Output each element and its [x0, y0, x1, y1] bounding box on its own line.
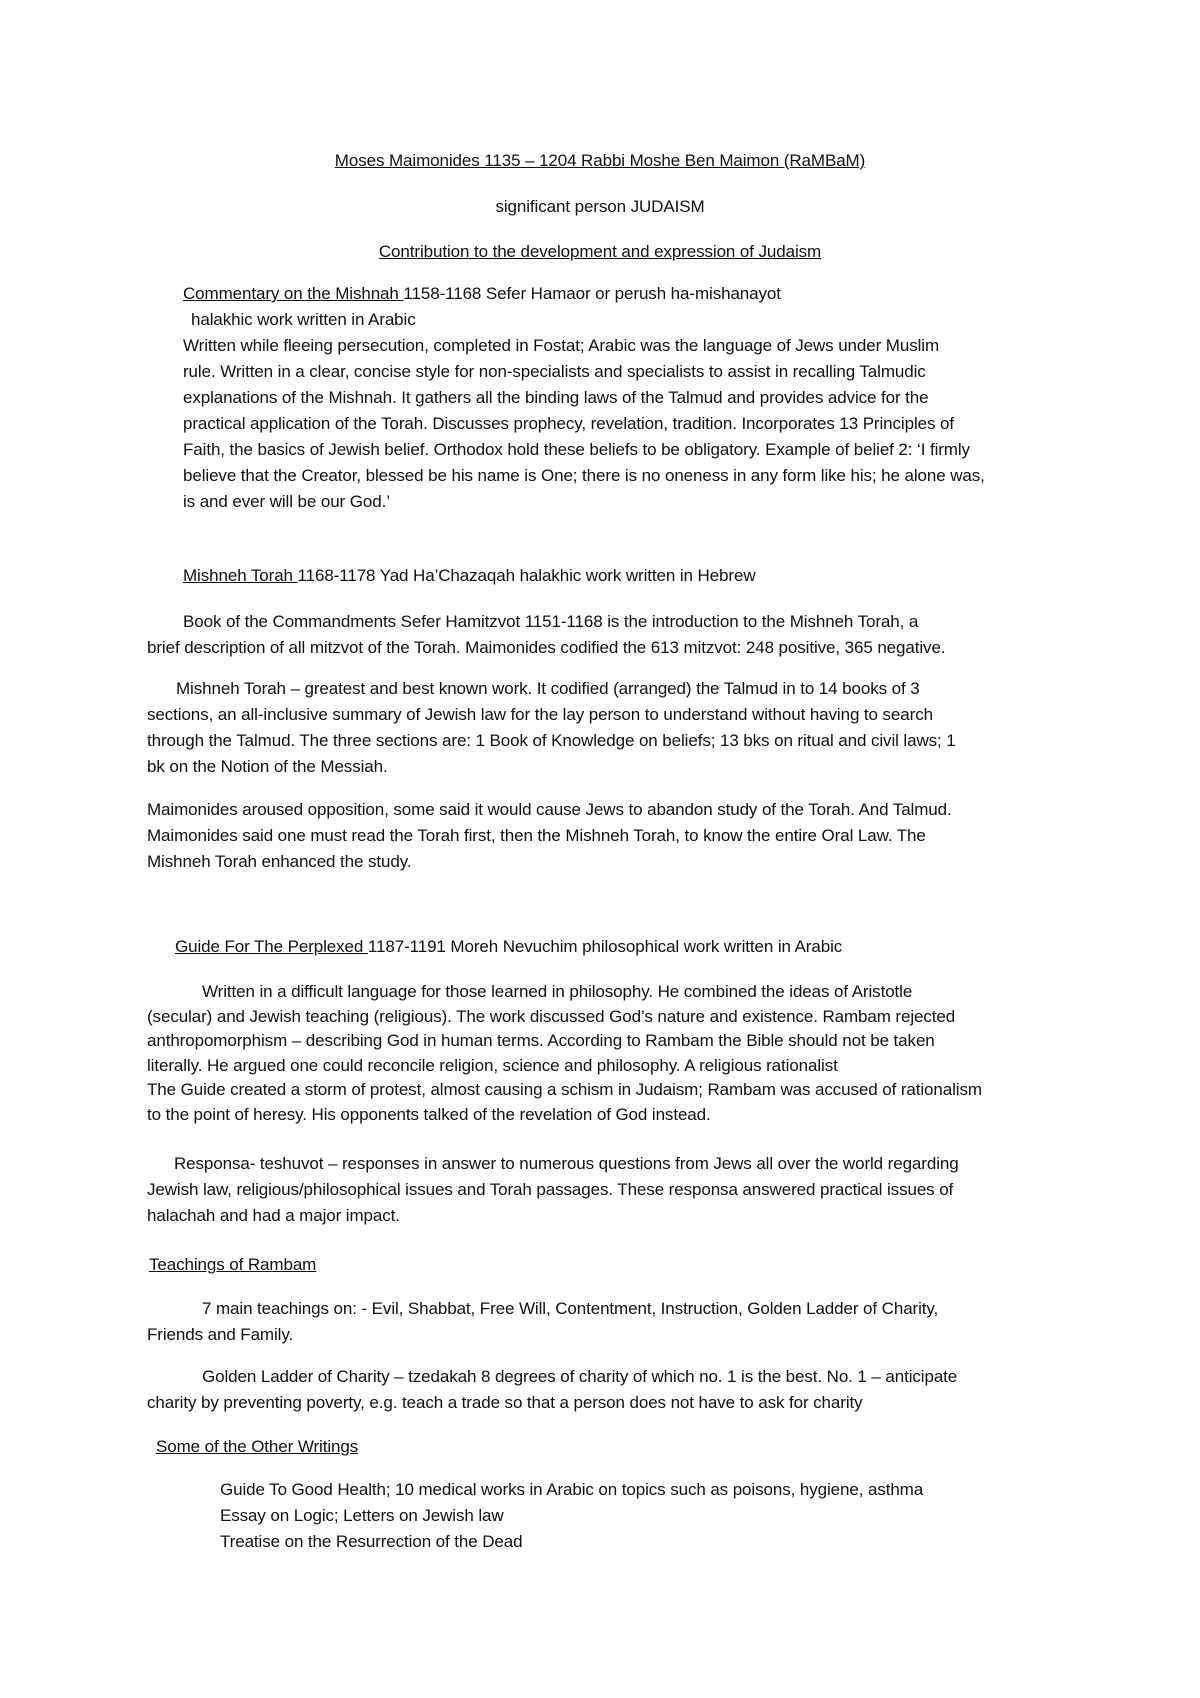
paragraph-line: (secular) and Jewish teaching (religious). The work discussed God’s nature and existence. Rambam rejected — [147, 1006, 956, 1026]
list-item: Guide To Good Health; 10 medical works in Arabic on topics such as poisons, hygiene, asthma — [220, 1480, 924, 1499]
section-heading: Contribution to the development and expression of Judaism — [378, 242, 822, 261]
mishnah-heading-line — [183, 281, 781, 307]
mishneh-torah-heading: Mishneh Torah — [183, 566, 298, 585]
paragraph-line: Responsa- teshuvot – responses in answer to numerous questions from Jews all over the world regarding — [174, 1154, 959, 1173]
mishneh-torah-heading-line — [183, 563, 756, 589]
guide-heading-line — [175, 934, 842, 960]
other-writings-list — [220, 1477, 923, 1555]
list-item: Treatise on the Resurrection of the Dead — [220, 1532, 523, 1551]
golden-ladder-paragraph — [147, 1364, 957, 1416]
paragraph-line: sections, an all-inclusive summary of Jewish law for the lay person to understand without having to search — [147, 705, 933, 724]
paragraph-line: Golden Ladder of Charity – tzedakah 8 degrees of charity of which no. 1 is the best. No. 1 – anticipate — [202, 1367, 958, 1386]
list-item: Essay on Logic; Letters on Jewish law — [220, 1506, 504, 1525]
other-writings-heading: Some of the Other Writings — [156, 1437, 359, 1456]
mishnah-subheading: halakhic work written in Arabic — [191, 310, 416, 329]
paragraph-line: Friends and Family. — [147, 1325, 294, 1344]
paragraph-line: Jewish law, religious/philosophical issues and Torah passages. These responsa answered practical issues of — [147, 1180, 954, 1199]
teachings-heading: Teachings of Rambam — [149, 1255, 317, 1274]
document-subtitle: significant person JUDAISM — [495, 197, 705, 216]
paragraph-line: bk on the Notion of the Messiah. — [147, 757, 388, 776]
mishnah-paragraph — [183, 333, 985, 515]
paragraph-line: explanations of the Mishnah. It gathers all the binding laws of the Talmud and provides advice for the — [183, 388, 929, 407]
paragraph-line: Book of the Commandments Sefer Hamitzvot 1151-1168 is the introduction to the Mishneh Torah, a — [183, 612, 919, 631]
paragraph-line: anthropomorphism – describing God in human terms. According to Rambam the Bible should not be taken — [147, 1031, 935, 1050]
paragraph-line: halachah and had a major impact. — [147, 1206, 400, 1225]
mishnah-heading: Commentary on the Mishnah — [183, 284, 404, 303]
guide-heading: Guide For The Perplexed — [175, 937, 368, 956]
paragraph-line: is and ever will be our God.’ — [183, 492, 390, 511]
greatest-work-paragraph — [147, 676, 956, 780]
paragraph-line: literally. He argued one could reconcile religion, science and philosophy. A religious rationalist — [147, 1055, 838, 1075]
responsa-paragraph — [147, 1151, 959, 1229]
opposition-paragraph — [147, 797, 952, 875]
paragraph-line: Mishneh Torah enhanced the study. — [147, 852, 412, 871]
teachings-paragraph — [147, 1296, 938, 1348]
paragraph-line: Written while fleeing persecution, completed in Fostat; Arabic was the language of Jews under Muslim — [183, 336, 940, 355]
paragraph-line: Faith, the basics of Jewish belief. Orthodox hold these beliefs to be obligatory. Example of belief 2: ‘I firmly — [183, 440, 970, 459]
mishnah-heading-rest: 1158-1168 Sefer Hamaor or perush ha-mishanayot — [403, 284, 781, 303]
paragraph-line: rule. Written in a clear, concise style for non-specialists and specialists to assist in recalling Talmudic — [183, 362, 926, 381]
guide-heading-rest: 1187-1191 Moreh Nevuchim philosophical work written in Arabic — [367, 937, 843, 956]
paragraph-line: practical application of the Torah. Discusses prophecy, revelation, tradition. Incorporates 13 Principles of — [183, 414, 954, 433]
mishneh-torah-heading-rest: 1168-1178 Yad Ha’Chazaqah halakhic work written in Hebrew — [297, 566, 756, 585]
paragraph-line: Maimonides said one must read the Torah first, then the Mishneh Torah, to know the entire Oral Law. The — [147, 826, 926, 845]
paragraph-line: Mishneh Torah – greatest and best known work. It codified (arranged) the Talmud in to 14 books of 3 — [176, 679, 920, 698]
paragraph-line: Maimonides aroused opposition, some said it would cause Jews to abandon study of the Torah. And Talmud. — [147, 800, 952, 819]
paragraph-line: to the point of heresy. His opponents talked of the revelation of God instead. — [147, 1104, 711, 1124]
paragraph-line: Written in a difficult language for those learned in philosophy. He combined the ideas of Aristotle — [202, 982, 913, 1001]
paragraph-line: 7 main teachings on: - Evil, Shabbat, Free Will, Contentment, Instruction, Golden Ladder of Charity, — [202, 1299, 939, 1318]
guide-paragraph — [147, 980, 982, 1127]
paragraph-line: The Guide created a storm of protest, almost causing a schism in Judaism; Rambam was accused of rationalism — [147, 1080, 982, 1099]
paragraph-line: through the Talmud. The three sections are: 1 Book of Knowledge on beliefs; 13 bks on ritual and civil laws; 1 — [147, 731, 956, 750]
paragraph-line: believe that the Creator, blessed be his name is One; there is no oneness in any form like his; he alone was, — [183, 466, 985, 485]
paragraph-line: charity by preventing poverty, e.g. teach a trade so that a person does not have to ask for charity — [147, 1393, 863, 1412]
book-of-commandments-paragraph — [147, 609, 945, 661]
document-title: Moses Maimonides 1135 – 1204 Rabbi Moshe Ben Maimon (RaMBaM) — [334, 151, 866, 170]
paragraph-line: brief description of all mitzvot of the Torah. Maimonides codified the 613 mitzvot: 248 positive, 365 negative. — [147, 638, 946, 657]
